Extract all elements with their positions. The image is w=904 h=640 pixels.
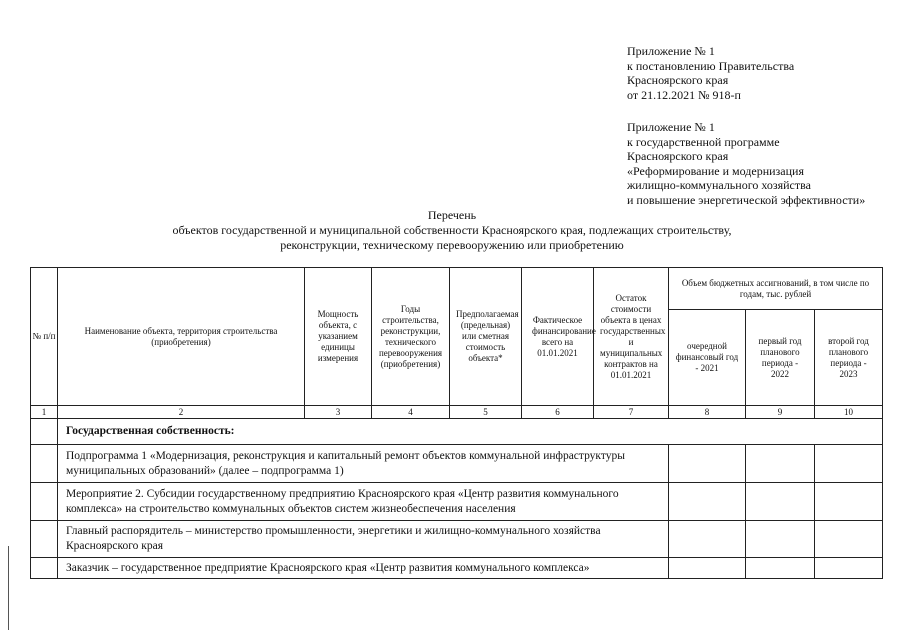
empty-cell [746, 483, 815, 521]
empty-cell [31, 558, 58, 579]
subprogram-title: Подпрограмма 1 «Модернизация, реконструкция и капитальный ремонт объектов коммунальной инфраструктуры муниципальных образований» (далее – подпрограмма 1) [58, 445, 669, 483]
empty-cell [746, 445, 815, 483]
table-row [31, 521, 883, 558]
appendix-1-line: от 21.12.2021 № 918-п [627, 87, 741, 102]
column-number: 7 [594, 406, 669, 419]
table-row [31, 445, 883, 483]
title-line: объектов государственной и муниципальной собственности Красноярского края, подлежащих строительству, [172, 223, 732, 237]
header-capacity: Мощность объекта, с указанием единицы измерения [305, 268, 372, 406]
header-num: № п/п [31, 268, 58, 406]
section-title: Государственная собственность: [58, 419, 883, 445]
appendix-2-line: и повышение энергетической эффективности» [627, 192, 866, 207]
empty-cell [31, 419, 58, 445]
title-line: Перечень [427, 208, 477, 222]
column-number: 8 [669, 406, 746, 419]
empty-cell [746, 558, 815, 579]
table-row [31, 558, 883, 579]
appendix-2-line: жилищно-коммунального хозяйства [627, 178, 811, 192]
column-number: 5 [450, 406, 522, 419]
scan-margin-line [8, 546, 9, 630]
column-number: 6 [522, 406, 594, 419]
column-number: 4 [372, 406, 450, 419]
measure-title: Мероприятие 2. Субсидии государственному предприятию Красноярского края «Центр развития коммунального комплекса» на строительство коммунальных объектов систем жизнеобеспечения населения [58, 483, 669, 521]
empty-cell [669, 521, 746, 558]
appendix-2-line: Приложение № 1 [627, 120, 715, 134]
appendix-1-line: Красноярского края [627, 73, 729, 87]
customer-title: Заказчик – государственное предприятие Красноярского края «Центр развития коммунального комплекса» [58, 558, 669, 579]
header-actual-financing: Фактическое финансирование всего на 01.01.2021 [522, 268, 594, 406]
empty-cell [815, 483, 883, 521]
empty-cell [31, 445, 58, 483]
header-name: Наименование объекта, территория строительства (приобретения) [58, 268, 305, 406]
header-years: Годы строительства, реконструкции, технического перевооружения (приобретения) [372, 268, 450, 406]
column-number: 10 [815, 406, 883, 419]
empty-cell [669, 558, 746, 579]
objects-table [30, 267, 883, 579]
column-number: 3 [305, 406, 372, 419]
header-year-2022: первый год планового периода - 2022 [746, 310, 815, 406]
column-number: 1 [31, 406, 58, 419]
header-budget-group: Объем бюджетных ассигнований, в том числе по годам, тыс. рублей [669, 268, 883, 310]
column-number-row [31, 406, 883, 419]
table-row [31, 483, 883, 521]
empty-cell [815, 558, 883, 579]
empty-cell [669, 483, 746, 521]
appendix-2-line: к государственной программе [627, 134, 780, 149]
appendix-2-line: «Реформирование и модернизация [627, 163, 804, 178]
header-estimated-cost: Предполагаемая (предельная) или сметная стоимость объекта* [450, 268, 522, 406]
empty-cell [746, 521, 815, 558]
empty-cell [31, 521, 58, 558]
column-number: 2 [58, 406, 305, 419]
appendix-2-line: Красноярского края [627, 149, 729, 163]
appendix-1-line: Приложение № 1 [627, 44, 715, 58]
empty-cell [815, 521, 883, 558]
appendix-2-block [627, 120, 865, 207]
header-year-2021: очередной финансовый год - 2021 [669, 310, 746, 406]
column-number: 9 [746, 406, 815, 419]
header-remaining-cost: Остаток стоимости объекта в ценах государственных и муниципальных контрактов на 01.01.2021 [594, 268, 669, 406]
table-row [31, 419, 883, 445]
manager-title: Главный распорядитель – министерство промышленности, энергетики и жилищно-коммунального хозяйства Красноярского края [58, 521, 669, 558]
empty-cell [815, 445, 883, 483]
title-line: реконструкции, техническому перевооружению или приобретению [280, 238, 624, 252]
header-year-2023: второй год планового периода - 2023 [815, 310, 883, 406]
empty-cell [669, 445, 746, 483]
appendix-1-block [627, 44, 794, 102]
document-title [0, 208, 904, 253]
empty-cell [31, 483, 58, 521]
appendix-1-line: к постановлению Правительства [627, 58, 795, 73]
